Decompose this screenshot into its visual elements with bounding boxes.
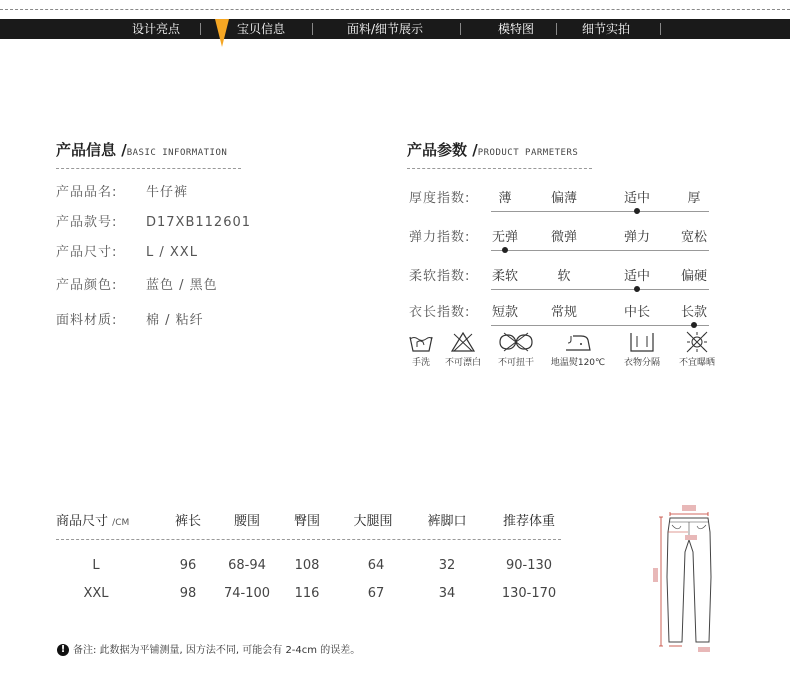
- info-row-name: 产品品名: 牛仔裤: [56, 185, 189, 200]
- param-option: 微弹: [550, 230, 578, 245]
- param-scale-line: [491, 325, 709, 326]
- care-no-sun-dry: [671, 331, 723, 368]
- param-option: 弹力: [623, 230, 651, 245]
- no-bleach-icon: [450, 331, 476, 353]
- nav-divider: [312, 23, 313, 35]
- measurement-note: [57, 641, 360, 656]
- param-selected-dot: [502, 247, 508, 253]
- pants-diagram: [648, 502, 728, 657]
- size-table-header: 大腿围: [353, 514, 393, 529]
- size-table-header: 腰围: [233, 514, 261, 529]
- table-cell: 67: [367, 586, 385, 601]
- product-params-title-en: PRODUCT PARMETERS: [477, 148, 579, 158]
- info-row-sku: 产品款号: D17XB112601: [56, 215, 252, 230]
- size-unit: /CM: [112, 518, 130, 528]
- iron-icon: [563, 331, 593, 353]
- top-dashed-divider: [0, 9, 790, 10]
- info-row-size: 产品尺寸: L / XXL: [56, 245, 198, 260]
- product-info-divider: [56, 168, 241, 169]
- param-label: 柔软指数:: [409, 269, 471, 284]
- table-cell: 116: [294, 586, 320, 601]
- product-info-title: 产品信息 /BASIC INFORMATION: [56, 141, 228, 159]
- product-params-divider: [407, 168, 592, 169]
- param-option: 偏硬: [680, 269, 708, 284]
- param-label: 衣长指数:: [409, 305, 471, 320]
- care-iron: [547, 331, 609, 368]
- param-scale-line: [491, 250, 709, 251]
- table-cell: 98: [179, 586, 197, 601]
- product-info-title-en: BASIC INFORMATION: [126, 148, 228, 158]
- hand-wash-icon: [408, 331, 434, 353]
- care-label: 不宜曝晒: [678, 358, 715, 368]
- care-hand-wash: [406, 331, 436, 368]
- param-selected-dot: [634, 208, 640, 214]
- care-label: 衣物分隔: [623, 358, 660, 368]
- param-option: 宽松: [680, 230, 708, 245]
- param-option: 常规: [550, 305, 578, 320]
- care-label: 地温熨120℃: [550, 358, 606, 368]
- care-label: 不可扭干: [497, 358, 534, 368]
- size-table-header: 裤脚口: [427, 514, 467, 529]
- param-label: 弹力指数:: [409, 230, 471, 245]
- param-option: 适中: [623, 269, 651, 284]
- param-option: 偏薄: [550, 191, 578, 206]
- nav-item-fabric[interactable]: 面料/细节展示: [346, 22, 424, 36]
- hang-dry-icon: [629, 331, 655, 353]
- note-text: 备注: 此数据为平铺测量, 因方法不同, 可能会有 2-4cm 的误差。: [73, 645, 361, 656]
- table-cell: L: [92, 558, 100, 573]
- nav-item-detail[interactable]: 细节实拍: [581, 22, 630, 36]
- param-option: 适中: [623, 191, 651, 206]
- table-cell: 64: [367, 558, 385, 573]
- table-cell: 90-130: [505, 558, 553, 573]
- param-option: 短款: [491, 305, 519, 320]
- active-tab-marker: [215, 19, 229, 47]
- param-selected-dot: [691, 322, 697, 328]
- size-table-header-size: 商品尺寸 /CM: [56, 514, 130, 529]
- param-option: 厚: [687, 191, 701, 206]
- size-table-header: 推荐体重: [502, 514, 556, 529]
- param-selected-dot: [634, 286, 640, 292]
- table-cell: XXL: [83, 586, 109, 601]
- care-label: 手洗: [411, 358, 430, 368]
- nav-divider: [556, 23, 557, 35]
- nav-item-design[interactable]: 设计亮点: [131, 22, 180, 36]
- care-no-bleach: [440, 331, 486, 368]
- size-table-divider: [56, 539, 561, 540]
- param-option: 薄: [498, 191, 512, 206]
- param-scale-line: [491, 211, 709, 212]
- param-option: 中长: [623, 305, 651, 320]
- nav-item-info[interactable]: 宝贝信息: [236, 22, 285, 36]
- no-sun-dry-icon: [684, 331, 710, 353]
- info-row-material: 面料材质: 棉 / 粘纤: [56, 313, 204, 328]
- warning-icon: !: [57, 644, 69, 656]
- table-cell: 34: [438, 586, 456, 601]
- nav-bar: [0, 19, 790, 39]
- param-option: 软: [557, 269, 571, 284]
- nav-divider: [660, 23, 661, 35]
- nav-item-model[interactable]: 模特图: [497, 22, 534, 36]
- product-params-title: 产品参数 /PRODUCT PARMETERS: [407, 141, 579, 159]
- param-option: 无弹: [491, 230, 519, 245]
- nav-divider: [460, 23, 461, 35]
- info-row-color: 产品颜色: 蓝色 / 黑色: [56, 278, 218, 293]
- table-cell: 74-100: [223, 586, 271, 601]
- care-no-wring: [492, 331, 540, 368]
- no-wring-icon: [496, 331, 536, 353]
- size-table-header: 裤长: [174, 514, 202, 529]
- care-label: 不可漂白: [444, 358, 481, 368]
- param-scale-line: [491, 289, 709, 290]
- size-table-header: 臀围: [293, 514, 321, 529]
- care-hang-dry: [617, 331, 667, 368]
- param-option: 长款: [680, 305, 708, 320]
- table-cell: 130-170: [501, 586, 557, 601]
- nav-divider: [200, 23, 201, 35]
- table-cell: 96: [179, 558, 197, 573]
- param-label: 厚度指数:: [409, 191, 471, 206]
- table-cell: 32: [438, 558, 456, 573]
- param-option: 柔软: [491, 269, 519, 284]
- table-cell: 68-94: [228, 558, 266, 573]
- table-cell: 108: [294, 558, 320, 573]
